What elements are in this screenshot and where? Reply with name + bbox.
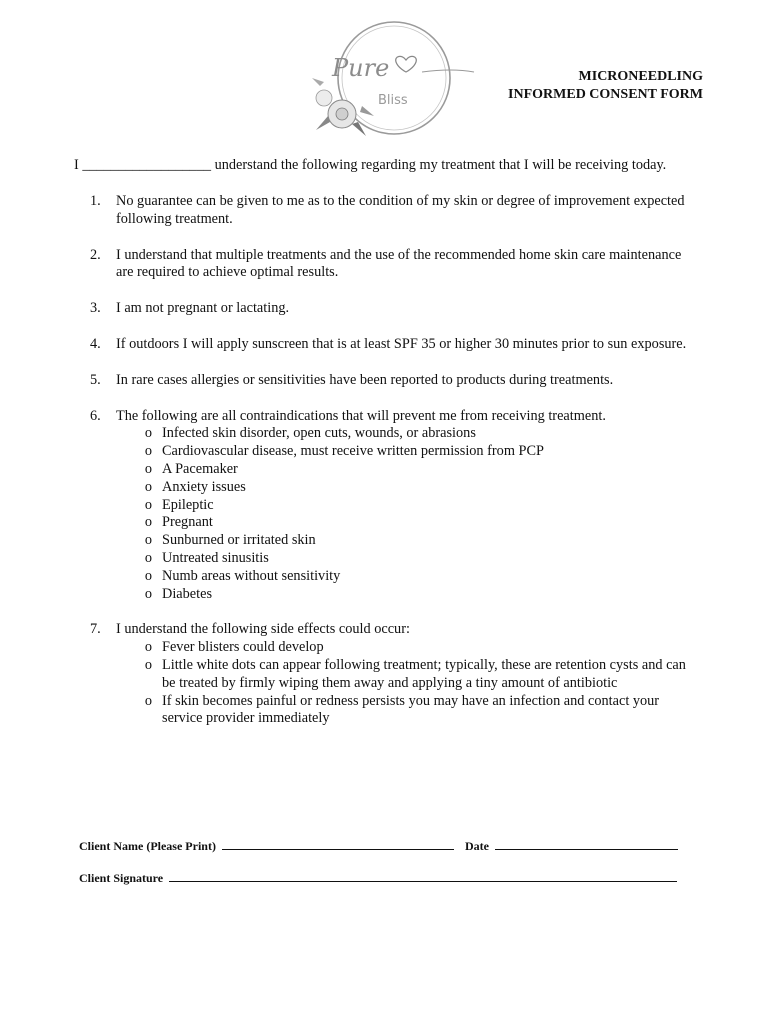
bullet-icon: o xyxy=(144,425,152,442)
form-title-line2: INFORMED CONSENT FORM xyxy=(508,87,703,102)
sub-list-item-text: Anxiety issues xyxy=(162,478,246,495)
sub-list-item-text: Diabetes xyxy=(162,585,213,602)
list-item-number: 4. xyxy=(90,335,101,352)
heart-icon xyxy=(396,56,417,72)
list-item xyxy=(90,336,700,354)
logo-sub-text: Bliss xyxy=(378,93,408,108)
list-item-text: I understand that multiple treatments and the use of the recommended home skin care maintenance are required to achieve optimal results. xyxy=(116,246,682,281)
list-item-body xyxy=(116,372,700,390)
sub-list-item-text: Epileptic xyxy=(162,496,214,513)
sub-list-item-text: Infected skin disorder, open cuts, wounds, or abrasions xyxy=(162,425,476,442)
bullet-icon: o xyxy=(144,656,152,673)
form-title-line1: MICRONEEDLING xyxy=(578,69,703,84)
list-item-number: 6. xyxy=(90,407,101,424)
bullet-icon: o xyxy=(144,585,152,602)
list-item-body xyxy=(116,247,700,283)
sub-list-item-text: If skin becomes painful or redness persists you may have an infection and contact your service provider immediately xyxy=(162,692,660,727)
sub-list-item xyxy=(116,425,700,443)
logo-graphic xyxy=(302,12,482,147)
list-item xyxy=(90,408,700,604)
list-item-number: 3. xyxy=(90,300,101,317)
sub-list-item-text: A Pacemaker xyxy=(162,460,238,477)
list-item-body xyxy=(116,408,700,604)
sub-list-item-text: Pregnant xyxy=(162,514,213,531)
sub-list-item xyxy=(116,443,700,461)
list-item-number: 7. xyxy=(90,621,101,638)
list-item-number: 5. xyxy=(90,371,101,388)
sub-list-item-text: Numb areas without sensitivity xyxy=(162,567,341,584)
sub-list xyxy=(116,639,700,728)
list-item-body xyxy=(116,621,700,728)
sub-list-item xyxy=(116,550,700,568)
client-signature-row xyxy=(79,871,677,886)
sub-list xyxy=(116,425,700,603)
client-signature-field[interactable] xyxy=(169,881,677,882)
bullet-icon: o xyxy=(144,567,152,584)
list-item xyxy=(90,621,700,728)
sub-list-item xyxy=(116,497,700,515)
sub-list-item-text: Fever blisters could develop xyxy=(162,639,324,656)
list-item xyxy=(90,247,700,283)
bullet-icon: o xyxy=(144,549,152,566)
list-item-text: The following are all contraindications that will prevent me from receiving treatment. xyxy=(116,407,606,424)
sub-list-item xyxy=(116,532,700,550)
sub-list-item xyxy=(116,514,700,532)
list-item-text: I understand the following side effects could occur: xyxy=(116,621,410,638)
bullet-icon: o xyxy=(144,443,152,460)
list-item-number: 2. xyxy=(90,246,101,263)
list-item-text: I am not pregnant or lactating. xyxy=(116,300,290,317)
form-title xyxy=(508,68,703,104)
bullet-icon: o xyxy=(144,460,152,477)
date-label: Date xyxy=(464,839,489,853)
bullet-icon: o xyxy=(144,532,152,549)
list-item-body xyxy=(116,336,700,354)
client-signature-label: Client Signature xyxy=(79,871,164,885)
client-name-row xyxy=(79,839,678,854)
bullet-icon: o xyxy=(144,692,152,709)
date-field[interactable] xyxy=(495,849,678,850)
sub-list-item-text: Sunburned or irritated skin xyxy=(162,532,316,549)
client-name-label: Client Name (Please Print) xyxy=(79,839,216,853)
pure-bliss-logo xyxy=(302,12,482,147)
sub-list-item xyxy=(116,586,700,604)
bullet-icon: o xyxy=(144,478,152,495)
list-item-body xyxy=(116,300,700,318)
bullet-icon: o xyxy=(144,514,152,531)
list-item xyxy=(90,372,700,390)
list-item-text: No guarantee can be given to me as to the condition of my skin or degree of improvement expected following treatment. xyxy=(116,193,685,227)
sub-list-item-text: Little white dots can appear following treatment; typically, these are retention cysts and can be treated by firmly wiping them away and applying a tiny amount of antibiotic xyxy=(162,656,686,691)
sub-list-item xyxy=(116,693,700,729)
intro-statement: I __________________ understand the following regarding my treatment that I will be receiving today. xyxy=(74,157,667,173)
list-item-number: 1. xyxy=(90,193,101,209)
bullet-icon: o xyxy=(144,639,152,656)
list-item-text: In rare cases allergies or sensitivities have been reported to products during treatments. xyxy=(116,371,614,388)
consent-list xyxy=(90,193,700,746)
sub-list-item xyxy=(116,657,700,693)
bullet-icon: o xyxy=(144,496,152,513)
list-item-text: If outdoors I will apply sunscreen that is at least SPF 35 or higher 30 minutes prior to sun exposure. xyxy=(116,335,687,352)
sub-list-item xyxy=(116,461,700,479)
sub-list-item-text: Untreated sinusitis xyxy=(162,549,269,566)
sub-list-item xyxy=(116,639,700,657)
sub-list-item xyxy=(116,479,700,497)
sub-list-item-text: Cardiovascular disease, must receive written permission from PCP xyxy=(162,443,544,460)
list-item-body xyxy=(116,193,700,229)
logo-script-text: Pure xyxy=(332,54,390,82)
client-name-field[interactable] xyxy=(222,849,454,850)
list-item xyxy=(90,300,700,318)
sub-list-item xyxy=(116,568,700,586)
list-item xyxy=(90,193,700,229)
